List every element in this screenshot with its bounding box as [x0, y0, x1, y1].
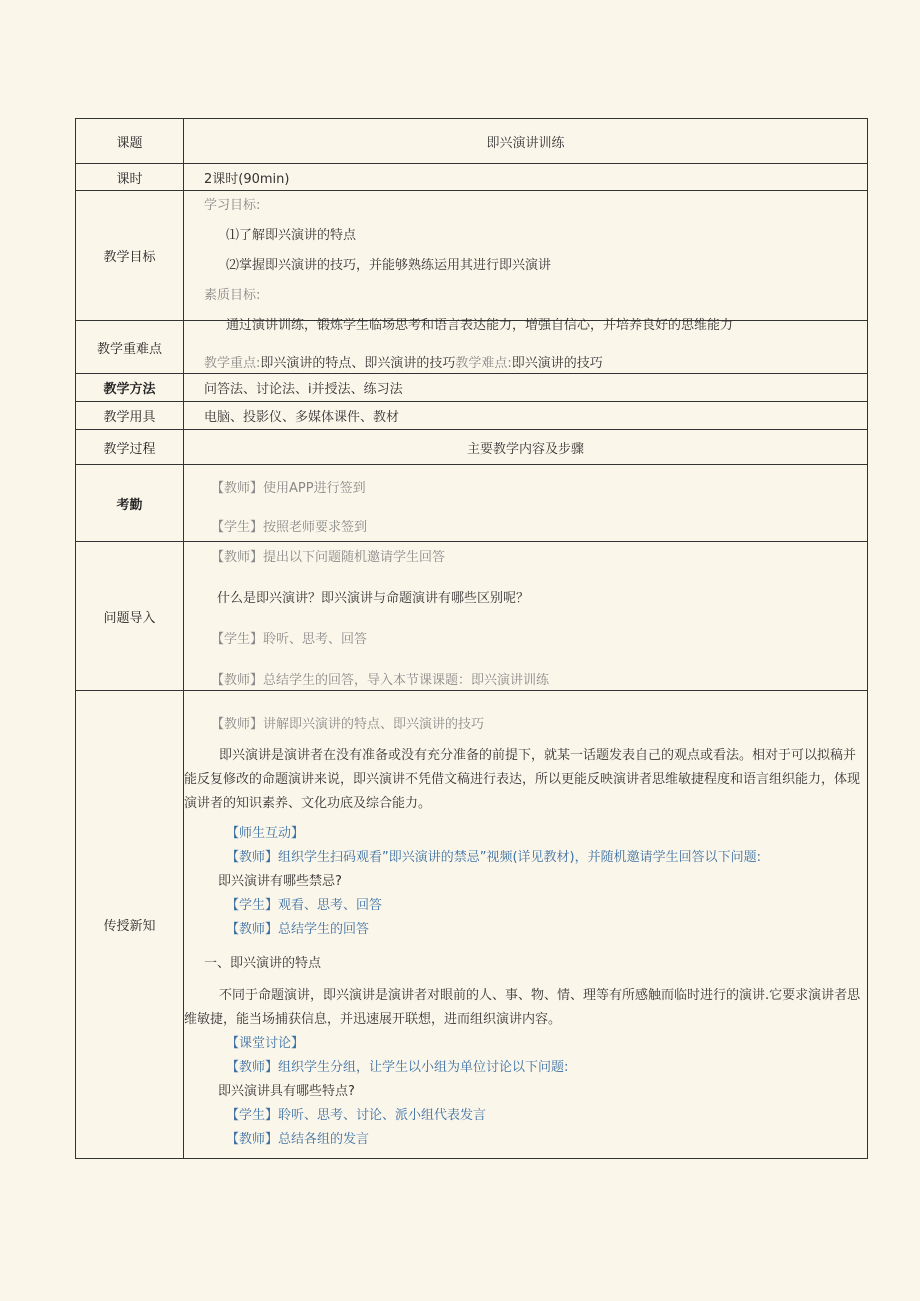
attendance-teacher: 【教师】使用APP进行签到: [211, 481, 366, 496]
lesson-table: [75, 118, 868, 1159]
row-hours: [76, 164, 868, 191]
row-intro: [76, 542, 868, 691]
attendance-student: 【学生】按照老师要求签到: [211, 520, 368, 535]
row-tools: [76, 402, 868, 430]
goal-item-1: ⑴了解即兴演讲的特点: [226, 228, 357, 243]
goal-item-2: ⑵掌握即兴演讲的技巧，并能够熟练运用其进行即兴演讲: [226, 258, 552, 273]
process-header-left: 教学过程: [76, 430, 184, 465]
teach-interact: 【师生互动】: [226, 826, 305, 841]
keypoints-label: 教学重难点: [76, 321, 184, 374]
tools-value: 电脑、投影仪、多媒体课件、教材: [184, 402, 868, 430]
quality-goal-text: 通过演讲训练，锻炼学生临场思考和语言表达能力，增强自信心，并培养良好的思维能力: [226, 318, 734, 333]
teach-teacher-2: 【教师】总结学生的回答: [226, 922, 370, 937]
study-goal-title: 学习目标:: [204, 198, 261, 213]
hours-label: 课时: [76, 164, 184, 191]
teach-student-2: 【学生】聆听、思考、讨论、派小组代表发言: [226, 1108, 487, 1123]
intro-teacher-2: 【教师】总结学生的回答，导入本节课课题：即兴演讲训练: [211, 673, 550, 688]
intro-label: 问题导入: [76, 542, 184, 691]
difficulty-label: 教学难点:: [455, 356, 512, 371]
teach-para-1: 即兴演讲是演讲者在没有准备或没有充分准备的前提下，就某一话题发表自己的观点或看法。相对于可以拟稿并能反复修改的命题演讲来说，即兴演讲不凭借文稿进行表达，所以更能反映演讲者思维敏捷程度和语言组织能力，体现演讲者的知识素养、文化功底及综合能力。: [184, 748, 861, 811]
difficulty-text: 即兴演讲的技巧: [511, 356, 603, 371]
tools-label: 教学用具: [76, 402, 184, 430]
topic-label: 课题: [76, 119, 184, 164]
quality-goal-title: 素质目标:: [204, 288, 261, 303]
hours-value: 2课时(90min): [184, 164, 868, 191]
method-value: 问答法、讨论法、i并授法、练习法: [184, 374, 868, 402]
teach-discuss: 【课堂讨论】: [226, 1036, 305, 1051]
teach-question-1: 即兴演讲有哪些禁忌?: [218, 874, 342, 889]
row-teach: [76, 691, 868, 1159]
teach-teacher-4: 【教师】总结各组的发言: [226, 1132, 370, 1147]
row-attendance: [76, 465, 868, 542]
lesson-plan: [75, 118, 867, 1159]
row-process-header: [76, 430, 868, 465]
teach-para-2: 不同于命题演讲，即兴演讲是演讲者对眼前的人、事、物、情、理等有所感触而临时进行的演讲.它要求演讲者思维敏捷，能当场捕获信息，并迅速展开联想，进而组织演讲内容。: [184, 988, 861, 1027]
teach-question-2: 即兴演讲具有哪些特点?: [218, 1084, 355, 1099]
method-label: 教学方法: [76, 374, 184, 402]
process-header-right: 主要教学内容及步骤: [184, 430, 868, 465]
page-title: 即兴演讲训练: [184, 119, 868, 164]
teach-teacher-intro: 【教师】讲解即兴演讲的特点、即兴演讲的技巧: [211, 717, 485, 732]
teach-teacher-1: 【教师】组织学生扫码观看”即兴演讲的禁忌”视频(详见教材)，并随机邀请学生回答以下问题:: [226, 850, 761, 865]
teach-teacher-3: 【教师】组织学生分组，让学生以小组为单位讨论以下问题:: [226, 1060, 569, 1075]
intro-question: 什么是即兴演讲？即兴演讲与命题演讲有哪些区别呢？: [217, 591, 530, 606]
goals-label: 教学目标: [76, 191, 184, 321]
attendance-label: 考勤: [76, 465, 184, 542]
row-goals: [76, 191, 868, 321]
teach-student-1: 【学生】观看、思考、回答: [226, 898, 383, 913]
key-point-label: 教学重点:: [204, 356, 261, 371]
teach-label: 传授新知: [76, 691, 184, 1159]
teach-section-1: 一、即兴演讲的特点: [204, 956, 322, 971]
row-method: [76, 374, 868, 402]
intro-student: 【学生】聆听、思考、回答: [211, 632, 368, 647]
row-topic: [76, 119, 868, 164]
key-point-text: 即兴演讲的特点、即兴演讲的技巧: [260, 356, 456, 371]
intro-teacher-1: 【教师】提出以下问题随机邀请学生回答: [211, 550, 446, 565]
